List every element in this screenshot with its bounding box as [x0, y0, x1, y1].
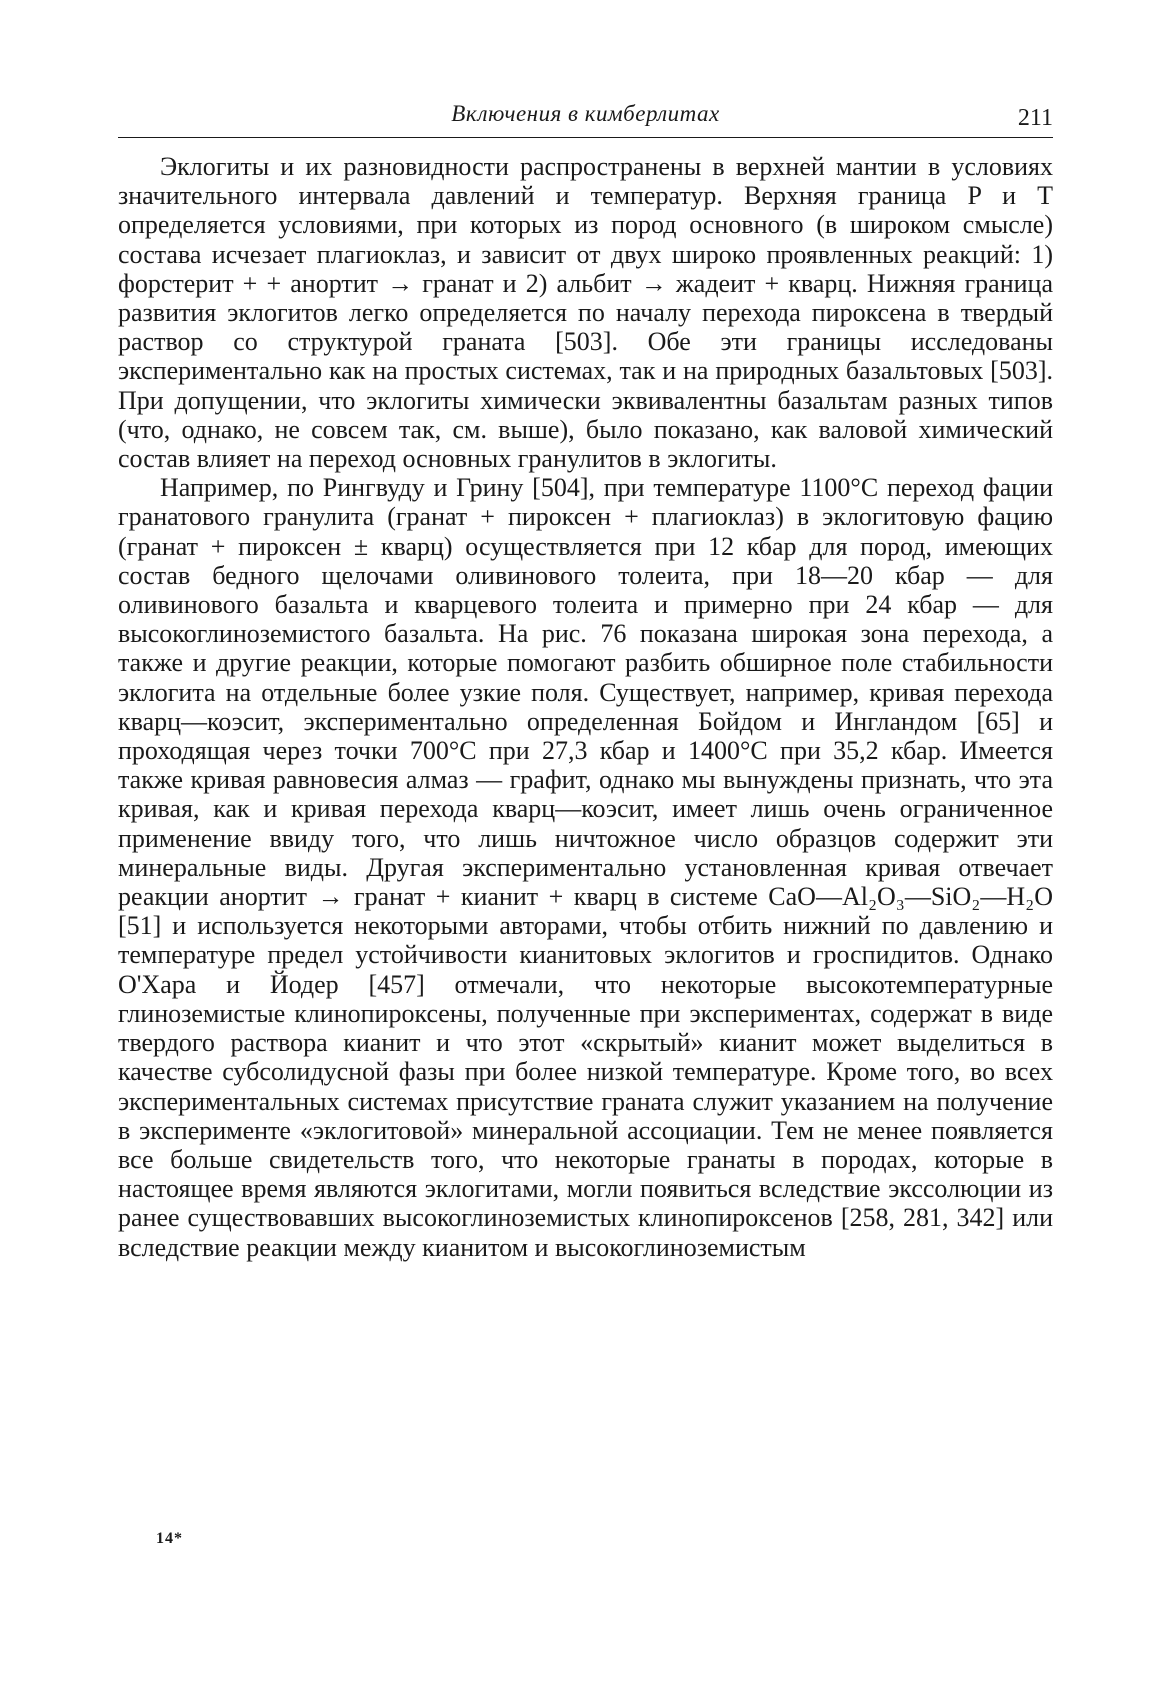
running-header [118, 95, 1053, 138]
signature-mark: 14* [156, 1530, 183, 1547]
paragraph: Эклогиты и их разновидности распространены в верхней мантии в условиях значительного интервала давлений и температур. Верхняя граница P и T определяется условиями, при которых из пород основного (в широком смысле) состава исчезает плагиоклаз, и зависит от двух широко проявленных реакций: 1) форстерит + + анортит → гранат и 2) альбит → жадеит + кварц. Нижняя граница развития эклогитов легко определяется по началу перехода пироксена в твердый раствор со структурой граната [503]. Обе эти границы исследованы экспериментально как на простых системах, так и на природных базальтовых [503]. При допущении, что эклогиты химически эквивалентны базальтам разных типов (что, однако, не совсем так, см. выше), было показано, как валовой химический состав влияет на переход основных гранулитов в эклогиты. [118, 152, 1053, 474]
page-number: 211 [1017, 105, 1053, 131]
body-text [118, 152, 1053, 1262]
paragraph: Например, по Рингвуду и Грину [504], при температуре 1100°С переход фации гранатового гранулита (гранат + пироксен + плагиоклаз) в эклогитовую фацию (гранат + пироксен ± кварц) осуществляется при 12 кбар для пород, имеющих состав бедного щелочами оливинового толеита, при 18—20 кбар — для оливинового базальта и кварцевого толеита и примерно при 24 кбар — для высокоглиноземистого базальта. На рис. 76 показана широкая зона перехода, а также и другие реакции, которые помогают разбить обширное поле стабильности эклогита на отдельные более узкие поля. Существует, например, кривая перехода кварц—коэсит, экспериментально определенная Бойдом и Ингландом [65] и проходящая через точки 700°С при 27,3 кбар и 1400°С при 35,2 кбар. Имеется также кривая равновесия алмаз — графит, однако мы вынуждены признать, что эта кривая, как и кривая перехода кварц—коэсит, имеет лишь очень ограниченное применение ввиду того, что лишь ничтожное число образцов содержит эти минеральные виды. Другая экспериментально установленная кривая отвечает реакции анортит → гранат + кианит + кварц в системе CaO—Al₂O₃—SiO₂—H₂O [51] и используется некоторыми авторами, чтобы отбить нижний по давлению и температуре предел устойчивости кианитовых эклогитов и гроспидитов. Однако О'Хара и Йодер [457] отмечали, что некоторые высокотемпературные глиноземистые клинопироксены, полученные при экспериментах, содержат в виде твердого раствора кианит и что этот «скрытый» кианит может выделиться в качестве субсолидусной фазы при более низкой температуре. Кроме того, во всех экспериментальных системах присутствие граната служит указанием на получение в эксперименте «эклогитовой» минеральной ассоциации. Тем не менее появляется все больше свидетельств того, что некоторые гранаты в породах, которые в настоящее время являются эклогитами, могли появиться вследствие экссолюции из ранее существовавших высокоглиноземистых клинопироксенов [258, 281, 342] или вследствие реакции между кианитом и высокоглиноземистым [118, 473, 1053, 1262]
document-page [118, 95, 1053, 1262]
running-title: Включения в кимберлитах [451, 101, 720, 126]
